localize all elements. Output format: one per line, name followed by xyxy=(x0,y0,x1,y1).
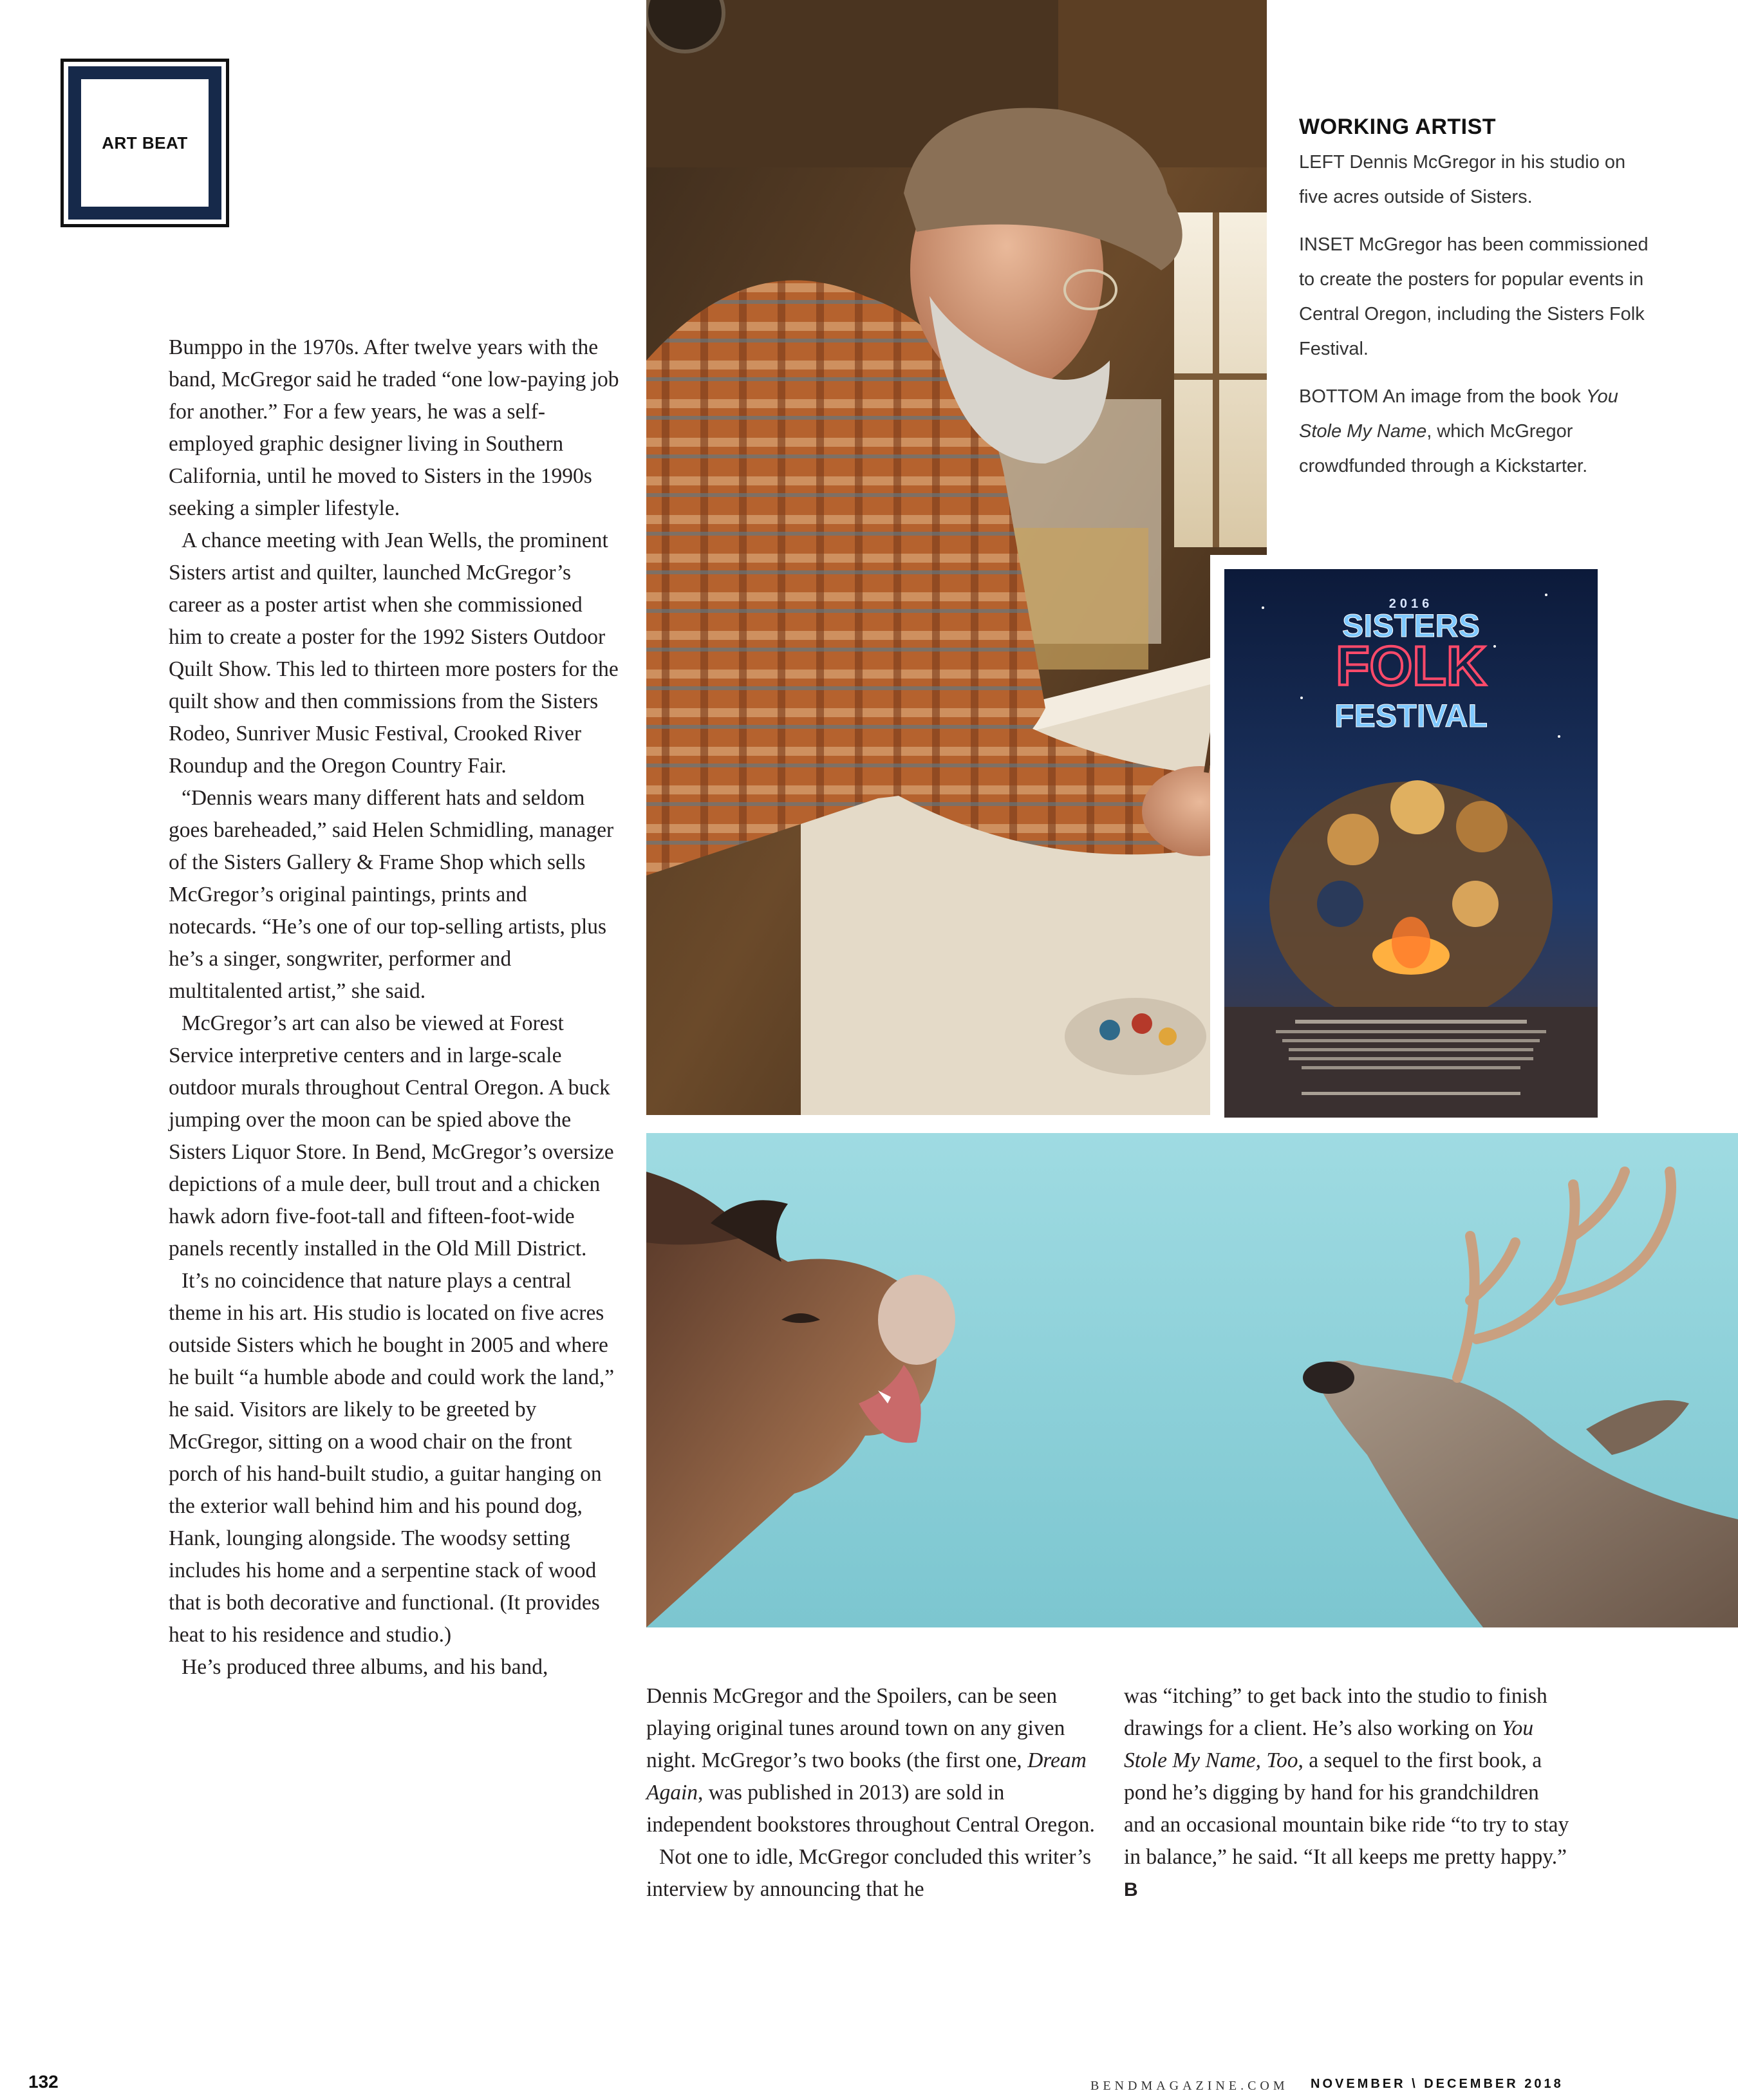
caption-title: WORKING ARTIST xyxy=(1299,115,1497,139)
caption-text: BOTTOM An image from the book xyxy=(1299,386,1586,407)
section-tag xyxy=(61,59,229,227)
article-text: was “itching” to get back into the studio to finish drawings for a client. He’s also working on xyxy=(1124,1684,1547,1740)
section-tag-frame xyxy=(68,66,221,220)
photo-caption xyxy=(1299,115,1659,496)
article-paragraph: A chance meeting with Jean Wells, the prominent Sisters artist and quilter, launched McGregor’s career as a poster artist when she commissioned him to create a poster for the 1992 Sisters Outdoor Quilt Show. This led to thirteen more posters for the quilt show and then commissions from the Sisters Rodeo, Sunriver Music Festival, Crooked River Roundup and the Oregon Country Fair. xyxy=(169,529,619,778)
article-paragraph: “Dennis wears many different hats and seldom goes bareheaded,” said Helen Schmidling, manager of the Sisters Gallery & Frame Shop which sells McGregor’s original paintings, prints and notecards. “He’s one of our top-selling artists, plus he’s a singer, songwriter, performer and multitalented artist,” she said. xyxy=(169,786,614,1003)
article-column-2 xyxy=(646,1680,1097,1906)
festival-poster-image xyxy=(1224,569,1598,1118)
section-tag-label: ART BEAT xyxy=(102,133,188,153)
article-column-3 xyxy=(1124,1680,1574,1906)
caption-inset: INSET McGregor has been commissioned to create the posters for popular events in Central Oregon, including the Sisters Folk Festival. xyxy=(1299,234,1649,359)
article-paragraph: He’s produced three albums, and his band, xyxy=(182,1655,548,1679)
poster-title-line2: FOLK xyxy=(1335,635,1487,697)
article-paragraph: It’s no coincidence that nature plays a central theme in his art. His studio is located on five acres outside Sisters which he bought in 2005 and where he built “a humble abode and could work the land,” he said. Visitors are likely to be greeted by McGregor, sitting on a wood chair on the front porch of his hand-built studio, a guitar hanging on the exterior wall behind him and his pound dog, Hank, lounging alongside. The woodsy setting includes his home and a serpentine stack of wood that is both decorative and functional. (It provides heat to his residence and studio.) xyxy=(169,1269,615,1647)
article-text: , a sequel to the first book, a pond he’s digging by hand for his grandchildren and an occasional mountain bike ride “to try to stay in balance,” he said. “It all keeps me pretty happy.” xyxy=(1124,1748,1569,1869)
book-title: Dream Again xyxy=(646,1748,1087,1805)
article-paragraph: Not one to idle, McGregor concluded this writer’s interview by announcing that he xyxy=(646,1845,1092,1901)
poster-title-line1: SISTERS xyxy=(1342,608,1480,644)
article-text: Dennis McGregor and the Spoilers, can be seen playing original tunes around town on any given night. McGregor’s two books (the first one, xyxy=(646,1684,1065,1772)
page-number: 132 xyxy=(28,2072,59,2092)
article-column-1 xyxy=(169,332,619,1683)
article-text: , was published in 2013) are sold in independent bookstores throughout Central Oregon. xyxy=(646,1781,1095,1837)
caption-left: LEFT Dennis McGregor in his studio on five acres outside of Sisters. xyxy=(1299,152,1626,207)
book-title: You Stole My Name, Too xyxy=(1124,1716,1534,1772)
caption-text: , which McGregor crowdfunded through a Kickstarter. xyxy=(1299,421,1588,476)
footer-site: BENDMAGAZINE.COM xyxy=(1090,2079,1289,2093)
article-paragraph xyxy=(1124,1680,1574,1906)
end-mark-icon: B xyxy=(1124,1879,1138,1900)
poster-year: 2016 xyxy=(1388,597,1434,611)
poster-title-line3: FESTIVAL xyxy=(1334,698,1488,734)
caption-bottom xyxy=(1299,379,1659,483)
artist-photo xyxy=(646,0,1267,1115)
footer-issue-date: NOVEMBER \ DECEMBER 2018 xyxy=(1311,2077,1564,2091)
article-paragraph xyxy=(646,1680,1097,1841)
book-illustration-photo xyxy=(646,1133,1738,1627)
caption-book-title: You Stole My Name xyxy=(1299,386,1618,442)
article-paragraph: McGregor’s art can also be viewed at Forest Service interpretive centers and in large-scale outdoor murals throughout Central Oregon. A buck jumping over the moon can be spied above the Sisters Liquor Store. In Bend, McGregor’s oversize depictions of a mule deer, bull trout and a chicken hawk adorn five-foot-tall and fifteen-foot-wide panels recently installed in the Old Mill District. xyxy=(169,1011,614,1261)
article-paragraph: Bumppo in the 1970s. After twelve years with the band, McGregor said he traded “one low-paying job for another.” For a few years, he was a self-employed graphic designer living in Southern California, until he moved to Sisters in the 1990s seeking a simpler lifestyle. xyxy=(169,335,619,520)
